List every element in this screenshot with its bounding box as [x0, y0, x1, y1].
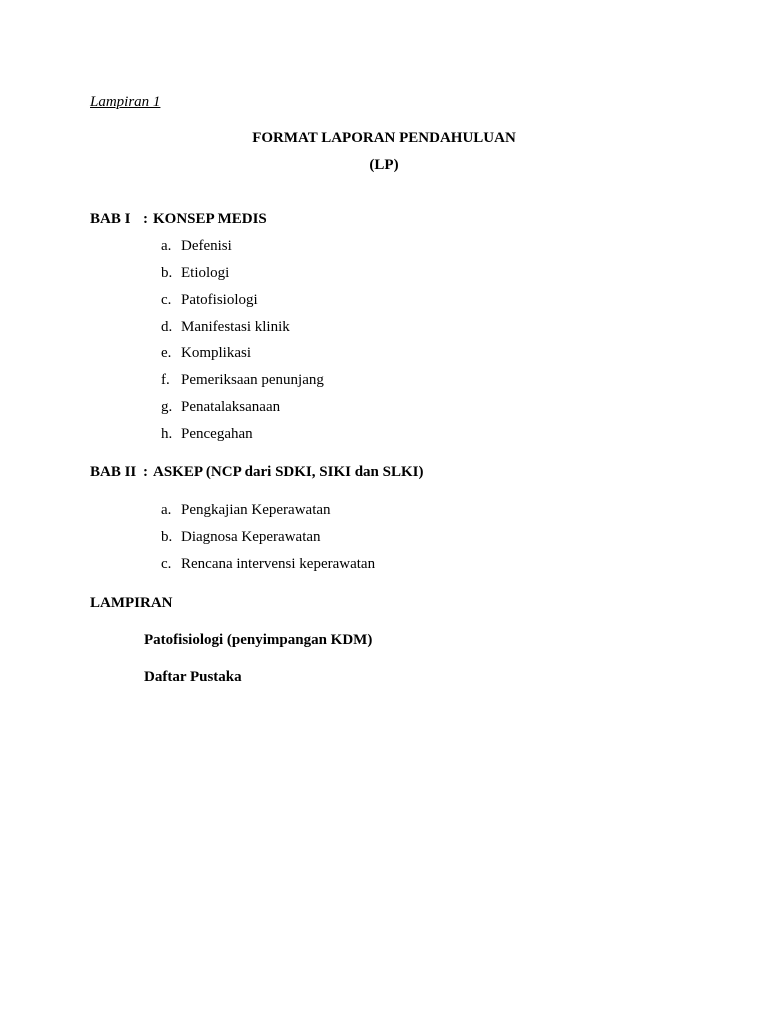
- list-item-letter: c.: [161, 292, 172, 308]
- bab-1-colon: :: [143, 211, 148, 227]
- list-item-text: Penatalaksanaan: [181, 399, 281, 415]
- list-item-text: Rencana intervensi keperawatan: [181, 556, 376, 572]
- list-item-text: Etiologi: [181, 265, 230, 281]
- lampiran-item: Patofisiologi (penyimpangan KDM): [144, 632, 373, 648]
- bab-1-heading: KONSEP MEDIS: [153, 211, 267, 227]
- list-item-text: Manifestasi klinik: [181, 319, 290, 335]
- lampiran-item: Daftar Pustaka: [144, 669, 242, 685]
- bab-1-label: BAB I: [90, 211, 131, 227]
- lampiran-heading: LAMPIRAN: [90, 595, 173, 611]
- document-title: FORMAT LAPORAN PENDAHULUAN: [252, 130, 516, 146]
- bab-2-colon: :: [143, 464, 148, 480]
- list-item-text: Pengkajian Keperawatan: [181, 502, 331, 518]
- list-item-text: Komplikasi: [181, 345, 251, 361]
- attachment-label: Lampiran 1: [90, 94, 161, 110]
- list-item-letter: e.: [161, 345, 172, 361]
- bab-2-heading: ASKEP (NCP dari SDKI, SIKI dan SLKI): [153, 464, 424, 480]
- list-item-text: Pencegahan: [181, 426, 253, 442]
- list-item-letter: g.: [161, 399, 173, 415]
- list-item-letter: a.: [161, 502, 172, 518]
- list-item-letter: f.: [161, 372, 170, 388]
- list-item-letter: b.: [161, 529, 173, 545]
- list-item-text: Pemeriksaan penunjang: [181, 372, 324, 388]
- bab-2-label: BAB II: [90, 464, 137, 480]
- document-subtitle: (LP): [369, 157, 399, 173]
- list-item-letter: b.: [161, 265, 173, 281]
- list-item-letter: c.: [161, 556, 172, 572]
- list-item-text: Diagnosa Keperawatan: [181, 529, 321, 545]
- list-item-text: Patofisiologi: [181, 292, 258, 308]
- list-item-letter: h.: [161, 426, 173, 442]
- list-item-text: Defenisi: [181, 238, 232, 254]
- list-item-letter: a.: [161, 238, 172, 254]
- list-item-letter: d.: [161, 319, 173, 335]
